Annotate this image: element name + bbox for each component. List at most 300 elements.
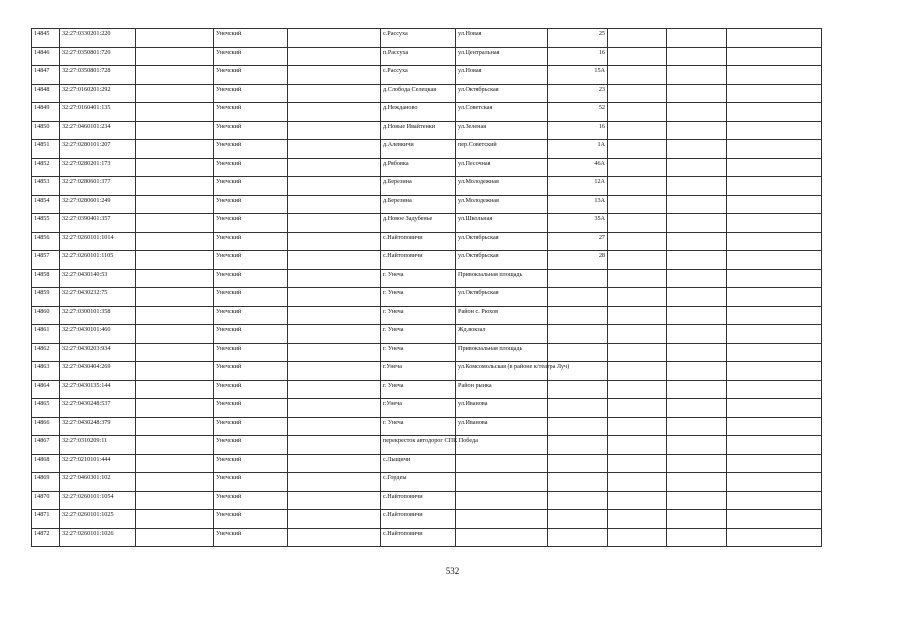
cadastral-number-cell: 32:27:0280601:377: [60, 177, 136, 196]
table-row: [32, 121, 822, 140]
empty-cell: [608, 343, 667, 362]
empty-cell: [727, 66, 822, 85]
page-number: 532: [445, 566, 460, 576]
row-number-cell: 14863: [32, 362, 60, 381]
district-cell: Унечский: [214, 177, 288, 196]
table-row: [32, 454, 822, 473]
empty-cell: [667, 195, 727, 214]
empty-cell: [667, 103, 727, 122]
empty-cell: [667, 140, 727, 159]
empty-cell: [608, 195, 667, 214]
empty-cell: [667, 269, 727, 288]
house-cell: 25: [548, 29, 608, 48]
locality-cell: г.Унеча: [381, 362, 456, 381]
locality-cell: с.Найтоповичи: [381, 528, 456, 547]
empty-cell: [727, 158, 822, 177]
table-row: [32, 399, 822, 418]
row-number-cell: 14858: [32, 269, 60, 288]
empty-cell: [288, 232, 381, 251]
row-number-cell: 14854: [32, 195, 60, 214]
empty-cell: [608, 510, 667, 529]
empty-cell: [727, 29, 822, 48]
cadastral-number-cell: 32:27:0260101:1026: [60, 528, 136, 547]
street-cell: Район с. Рюхов: [456, 306, 548, 325]
street-cell: ул.Советская: [456, 103, 548, 122]
row-number-cell: 14870: [32, 491, 60, 510]
row-number-cell: 14866: [32, 417, 60, 436]
empty-cell: [136, 288, 214, 307]
empty-cell: [727, 528, 822, 547]
district-cell: Унечский: [214, 325, 288, 344]
district-cell: Унечский: [214, 362, 288, 381]
locality-cell: д.Новые Ивайтенки: [381, 121, 456, 140]
house-cell: 46А: [548, 158, 608, 177]
empty-cell: [136, 103, 214, 122]
empty-cell: [727, 177, 822, 196]
empty-cell: [288, 325, 381, 344]
table-row: [32, 528, 822, 547]
empty-cell: [727, 325, 822, 344]
locality-cell: г.Унеча: [381, 399, 456, 418]
table-row: [32, 158, 822, 177]
empty-cell: [608, 454, 667, 473]
empty-cell: [136, 232, 214, 251]
street-cell: ул.Иванова: [456, 417, 548, 436]
empty-cell: [608, 417, 667, 436]
empty-cell: [288, 417, 381, 436]
street-cell: ул.Песочная: [456, 158, 548, 177]
empty-cell: [667, 251, 727, 270]
empty-cell: [608, 84, 667, 103]
empty-cell: [667, 288, 727, 307]
empty-cell: [608, 158, 667, 177]
table-row: [32, 362, 822, 381]
empty-cell: [667, 491, 727, 510]
locality-cell: с.Лыщичи: [381, 454, 456, 473]
locality-cell: д.Новое Задубенье: [381, 214, 456, 233]
house-cell: [548, 306, 608, 325]
empty-cell: [288, 473, 381, 492]
empty-cell: [136, 195, 214, 214]
empty-cell: [667, 47, 727, 66]
row-number-cell: 14865: [32, 399, 60, 418]
street-cell: Привокзальная площадь: [456, 343, 548, 362]
empty-cell: [288, 491, 381, 510]
table-row: [32, 140, 822, 159]
table-row: [32, 251, 822, 270]
empty-cell: [136, 454, 214, 473]
empty-cell: [288, 454, 381, 473]
table-row: [32, 436, 822, 455]
table-row: [32, 343, 822, 362]
table-row: [32, 269, 822, 288]
locality-cell: с.Найтоповичи: [381, 491, 456, 510]
empty-cell: [136, 177, 214, 196]
district-cell: Унечский: [214, 214, 288, 233]
table-row: [32, 177, 822, 196]
locality-cell: с.Рассуха: [381, 29, 456, 48]
empty-cell: [136, 325, 214, 344]
empty-cell: [727, 232, 822, 251]
row-number-cell: 14851: [32, 140, 60, 159]
cadastral-number-cell: 32:27:0210101:444: [60, 454, 136, 473]
empty-cell: [608, 473, 667, 492]
cadastral-number-cell: 32:27:0430232:75: [60, 288, 136, 307]
cadastral-number-cell: 32:27:0390401:357: [60, 214, 136, 233]
street-cell: [456, 528, 548, 547]
empty-cell: [667, 510, 727, 529]
register-table: [31, 28, 822, 547]
cadastral-number-cell: 32:27:0350801:720: [60, 47, 136, 66]
empty-cell: [288, 29, 381, 48]
house-cell: 12А: [548, 177, 608, 196]
empty-cell: [667, 380, 727, 399]
table-row: [32, 380, 822, 399]
empty-cell: [136, 491, 214, 510]
row-number-cell: 14859: [32, 288, 60, 307]
empty-cell: [608, 214, 667, 233]
district-cell: Унечский: [214, 47, 288, 66]
row-number-cell: 14860: [32, 306, 60, 325]
empty-cell: [288, 362, 381, 381]
house-cell: 23: [548, 84, 608, 103]
street-cell: ул.Октябрьская: [456, 251, 548, 270]
house-cell: 28: [548, 251, 608, 270]
street-cell: [456, 491, 548, 510]
empty-cell: [727, 343, 822, 362]
row-number-cell: 14845: [32, 29, 60, 48]
empty-cell: [727, 491, 822, 510]
table-row: [32, 84, 822, 103]
district-cell: Унечский: [214, 158, 288, 177]
district-cell: Унечский: [214, 399, 288, 418]
empty-cell: [727, 510, 822, 529]
empty-cell: [727, 288, 822, 307]
row-number-cell: 14846: [32, 47, 60, 66]
cadastral-number-cell: 32:27:0460301:102: [60, 473, 136, 492]
street-cell: [456, 510, 548, 529]
house-cell: [548, 528, 608, 547]
row-number-cell: 14853: [32, 177, 60, 196]
locality-cell: с.Найтоповичи: [381, 510, 456, 529]
cadastral-number-cell: 32:27:0430203:934: [60, 343, 136, 362]
empty-cell: [288, 288, 381, 307]
empty-cell: [136, 29, 214, 48]
district-cell: Унечский: [214, 232, 288, 251]
table-row: [32, 195, 822, 214]
empty-cell: [136, 306, 214, 325]
house-cell: 35А: [548, 214, 608, 233]
empty-cell: [727, 251, 822, 270]
cadastral-number-cell: 32:27:0160401:135: [60, 103, 136, 122]
empty-cell: [727, 195, 822, 214]
row-number-cell: 14848: [32, 84, 60, 103]
table-row: [32, 29, 822, 48]
locality-cell: д.Нежданово: [381, 103, 456, 122]
cadastral-number-cell: 32:27:0430404:269: [60, 362, 136, 381]
cadastral-number-cell: 32:27:0280601:249: [60, 195, 136, 214]
cadastral-number-cell: 32:27:0430248:379: [60, 417, 136, 436]
table-row: [32, 473, 822, 492]
house-cell: [548, 417, 608, 436]
empty-cell: [727, 417, 822, 436]
district-cell: Унечский: [214, 251, 288, 270]
street-cell: ул.Школьная: [456, 214, 548, 233]
empty-cell: [136, 66, 214, 85]
street-cell: Привокзальная площадь: [456, 269, 548, 288]
house-cell: 16: [548, 121, 608, 140]
empty-cell: [288, 399, 381, 418]
empty-cell: [136, 84, 214, 103]
empty-cell: [136, 399, 214, 418]
district-cell: Унечский: [214, 306, 288, 325]
district-cell: Унечский: [214, 66, 288, 85]
empty-cell: [727, 140, 822, 159]
row-number-cell: 14862: [32, 343, 60, 362]
house-cell: [548, 380, 608, 399]
empty-cell: [288, 306, 381, 325]
empty-cell: [288, 66, 381, 85]
cadastral-number-cell: 32:27:0260101:1105: [60, 251, 136, 270]
empty-cell: [727, 306, 822, 325]
street-cell: [456, 473, 548, 492]
cadastral-number-cell: 32:27:0460101:234: [60, 121, 136, 140]
row-number-cell: 14872: [32, 528, 60, 547]
empty-cell: [608, 66, 667, 85]
table-row: [32, 288, 822, 307]
row-number-cell: 14868: [32, 454, 60, 473]
street-cell: [456, 454, 548, 473]
row-number-cell: 14861: [32, 325, 60, 344]
row-number-cell: 14847: [32, 66, 60, 85]
locality-cell: с.Рассуха: [381, 66, 456, 85]
empty-cell: [136, 214, 214, 233]
district-cell: Унечский: [214, 380, 288, 399]
empty-cell: [288, 47, 381, 66]
street-cell: ул.Молодежная: [456, 195, 548, 214]
house-cell: 13А: [548, 195, 608, 214]
table-row: [32, 232, 822, 251]
district-cell: Унечский: [214, 288, 288, 307]
empty-cell: [288, 177, 381, 196]
empty-cell: [288, 510, 381, 529]
row-number-cell: 14867: [32, 436, 60, 455]
empty-cell: [667, 325, 727, 344]
empty-cell: [608, 269, 667, 288]
empty-cell: [608, 399, 667, 418]
empty-cell: [288, 528, 381, 547]
house-cell: [548, 436, 608, 455]
empty-cell: [608, 47, 667, 66]
house-cell: [548, 288, 608, 307]
row-number-cell: 14857: [32, 251, 60, 270]
house-cell: [548, 491, 608, 510]
empty-cell: [667, 158, 727, 177]
empty-cell: [667, 528, 727, 547]
street-cell: пер.Советский: [456, 140, 548, 159]
row-number-cell: 14869: [32, 473, 60, 492]
empty-cell: [667, 121, 727, 140]
empty-cell: [727, 362, 822, 381]
empty-cell: [136, 251, 214, 270]
district-cell: Унечский: [214, 436, 288, 455]
district-cell: Унечский: [214, 121, 288, 140]
house-cell: 27: [548, 232, 608, 251]
empty-cell: [727, 121, 822, 140]
house-cell: [548, 510, 608, 529]
cadastral-number-cell: 32:27:0260101:1014: [60, 232, 136, 251]
empty-cell: [727, 454, 822, 473]
district-cell: Унечский: [214, 103, 288, 122]
empty-cell: [727, 380, 822, 399]
cadastral-number-cell: 32:27:0280101:207: [60, 140, 136, 159]
empty-cell: [608, 436, 667, 455]
district-cell: Унечский: [214, 454, 288, 473]
empty-cell: [667, 436, 727, 455]
empty-cell: [288, 84, 381, 103]
district-cell: Унечский: [214, 528, 288, 547]
table-row: [32, 417, 822, 436]
locality-cell: перекресток автодорог СПК Победа: [381, 436, 456, 455]
empty-cell: [288, 121, 381, 140]
empty-cell: [136, 47, 214, 66]
locality-cell: г. Унеча: [381, 417, 456, 436]
empty-cell: [608, 288, 667, 307]
house-cell: 1А: [548, 140, 608, 159]
empty-cell: [136, 510, 214, 529]
cadastral-number-cell: 32:27:0280201:173: [60, 158, 136, 177]
locality-cell: д.Березина: [381, 195, 456, 214]
empty-cell: [136, 380, 214, 399]
empty-cell: [608, 251, 667, 270]
empty-cell: [727, 47, 822, 66]
empty-cell: [667, 84, 727, 103]
cadastral-number-cell: 32:27:0160201:292: [60, 84, 136, 103]
empty-cell: [288, 195, 381, 214]
empty-cell: [667, 454, 727, 473]
empty-cell: [288, 103, 381, 122]
cadastral-number-cell: 32:27:0430101:460: [60, 325, 136, 344]
empty-cell: [288, 436, 381, 455]
empty-cell: [667, 343, 727, 362]
locality-cell: д.Слобода Селецкая: [381, 84, 456, 103]
empty-cell: [288, 158, 381, 177]
locality-cell: с.Гордеы: [381, 473, 456, 492]
table-row: [32, 103, 822, 122]
street-cell: ул.Новая: [456, 66, 548, 85]
locality-cell: г. Унеча: [381, 325, 456, 344]
empty-cell: [136, 140, 214, 159]
house-cell: [548, 343, 608, 362]
table-row: [32, 66, 822, 85]
locality-cell: г. Унеча: [381, 306, 456, 325]
empty-cell: [667, 232, 727, 251]
row-number-cell: 14849: [32, 103, 60, 122]
empty-cell: [727, 436, 822, 455]
house-cell: [548, 454, 608, 473]
house-cell: [548, 325, 608, 344]
house-cell: [548, 473, 608, 492]
cadastral-number-cell: 32:27:0300101:358: [60, 306, 136, 325]
empty-cell: [288, 251, 381, 270]
empty-cell: [608, 232, 667, 251]
empty-cell: [288, 269, 381, 288]
empty-cell: [608, 380, 667, 399]
district-cell: Унечский: [214, 269, 288, 288]
cadastral-number-cell: 32:27:0350801:728: [60, 66, 136, 85]
empty-cell: [667, 306, 727, 325]
street-cell: ул.Молодежная: [456, 177, 548, 196]
table-row: [32, 325, 822, 344]
empty-cell: [608, 362, 667, 381]
table-row: [32, 47, 822, 66]
district-cell: Унечский: [214, 417, 288, 436]
empty-cell: [608, 121, 667, 140]
locality-cell: д.Березина: [381, 177, 456, 196]
empty-cell: [136, 436, 214, 455]
row-number-cell: 14856: [32, 232, 60, 251]
street-cell: ул.Комсомольская (в районе к/театра Луч): [456, 362, 548, 381]
district-cell: Унечский: [214, 343, 288, 362]
empty-cell: [136, 417, 214, 436]
street-cell: Район рынка: [456, 380, 548, 399]
empty-cell: [136, 269, 214, 288]
empty-cell: [727, 473, 822, 492]
empty-cell: [667, 362, 727, 381]
empty-cell: [136, 528, 214, 547]
empty-cell: [136, 158, 214, 177]
row-number-cell: 14850: [32, 121, 60, 140]
district-cell: Унечский: [214, 29, 288, 48]
table-row: [32, 491, 822, 510]
empty-cell: [288, 140, 381, 159]
empty-cell: [288, 380, 381, 399]
empty-cell: [136, 343, 214, 362]
locality-cell: д.Рябовка: [381, 158, 456, 177]
table-row: [32, 510, 822, 529]
empty-cell: [608, 325, 667, 344]
street-cell: ул.Новая: [456, 29, 548, 48]
cadastral-number-cell: 32:27:0330201:220: [60, 29, 136, 48]
empty-cell: [667, 417, 727, 436]
district-cell: Унечский: [214, 140, 288, 159]
house-cell: [548, 269, 608, 288]
empty-cell: [288, 343, 381, 362]
locality-cell: г. Унеча: [381, 288, 456, 307]
table-row: [32, 214, 822, 233]
cadastral-number-cell: 32:27:0260101:1025: [60, 510, 136, 529]
empty-cell: [608, 491, 667, 510]
empty-cell: [667, 399, 727, 418]
empty-cell: [136, 121, 214, 140]
row-number-cell: 14864: [32, 380, 60, 399]
district-cell: Унечский: [214, 510, 288, 529]
table-row: [32, 306, 822, 325]
row-number-cell: 14855: [32, 214, 60, 233]
house-cell: 16: [548, 47, 608, 66]
locality-cell: г. Унеча: [381, 269, 456, 288]
empty-cell: [608, 140, 667, 159]
locality-cell: д.Алевкичи: [381, 140, 456, 159]
empty-cell: [608, 177, 667, 196]
street-cell: ул.Октябрьская: [456, 288, 548, 307]
cadastral-number-cell: 32:27:0310209:11: [60, 436, 136, 455]
empty-cell: [608, 306, 667, 325]
row-number-cell: 14852: [32, 158, 60, 177]
empty-cell: [667, 214, 727, 233]
empty-cell: [608, 29, 667, 48]
cadastral-number-cell: 32:27:0430248:537: [60, 399, 136, 418]
